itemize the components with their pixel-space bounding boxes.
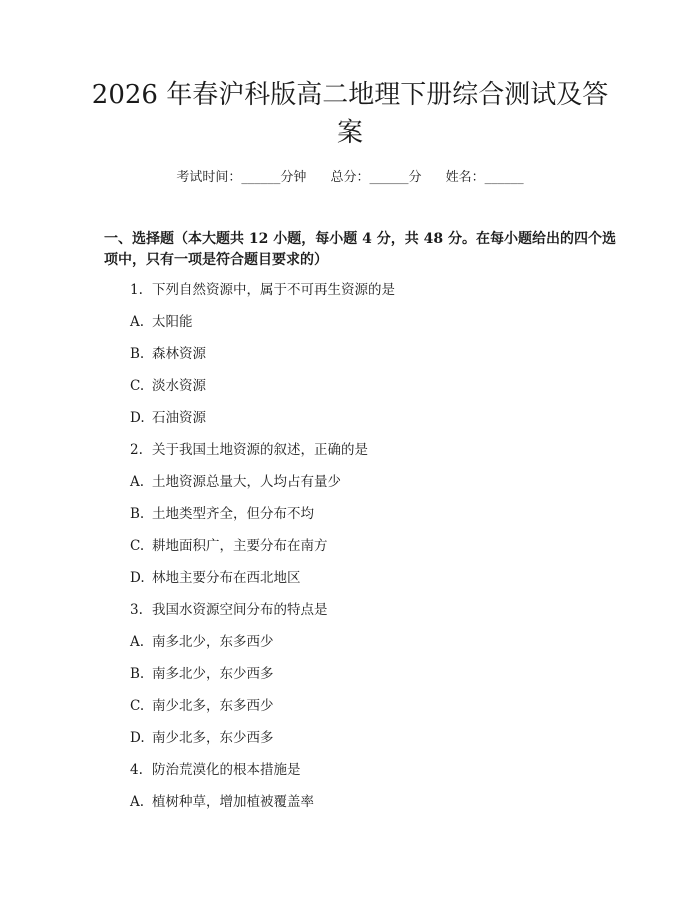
option-text: 南多北少，东多西少	[152, 634, 274, 650]
option-text: 淡水资源	[152, 378, 206, 394]
score-field	[330, 168, 421, 188]
option-letter: B.	[130, 506, 145, 522]
question-text: 我国水资源空间分布的特点是	[152, 602, 328, 618]
option-letter: C.	[130, 698, 145, 714]
option-letter: A.	[130, 474, 145, 490]
option-letter: A.	[130, 794, 145, 810]
option-3a	[130, 632, 610, 664]
question-number: 1.	[130, 282, 143, 298]
question-text: 防治荒漠化的根本措施是	[152, 762, 301, 778]
name-label: 姓名：	[445, 170, 485, 185]
option-1d	[130, 408, 610, 440]
option-1c	[130, 376, 610, 408]
option-text: 石油资源	[152, 410, 206, 426]
page-title: 2026 年春沪科版高二地理下册综合测试及答案	[91, 80, 609, 148]
option-3d	[130, 728, 610, 760]
score-blank: ______	[369, 170, 409, 185]
question-number: 3.	[130, 602, 143, 618]
question-3	[130, 600, 610, 632]
option-text: 南多北少，东少西多	[152, 666, 274, 682]
option-2b	[130, 504, 610, 536]
option-letter: C.	[130, 378, 145, 394]
option-letter: D.	[130, 410, 145, 426]
option-letter: B.	[130, 346, 145, 362]
option-text: 土地资源总量大，人均占有量少	[152, 474, 341, 490]
question-2	[130, 440, 610, 472]
time-field	[176, 168, 306, 188]
option-text: 耕地面积广，主要分布在南方	[152, 538, 328, 554]
option-2a	[130, 472, 610, 504]
question-number: 4.	[130, 762, 143, 778]
option-letter: A.	[130, 314, 145, 330]
section-title: 一、选择题（本大题共 12 小题，每小题 4 分，共 48 分。在每小题给出的四个选项中，只有一项是符合题目要求的）	[104, 231, 616, 268]
option-text: 林地主要分布在西北地区	[152, 570, 301, 586]
question-list	[130, 280, 610, 824]
option-letter: B.	[130, 666, 145, 682]
option-text: 土地类型齐全，但分布不均	[152, 506, 314, 522]
option-3b	[130, 664, 610, 696]
score-label: 总分：	[330, 170, 370, 185]
option-1a	[130, 312, 610, 344]
option-text: 森林资源	[152, 346, 206, 362]
name-blank: ______	[484, 170, 524, 185]
option-letter: D.	[130, 730, 145, 746]
time-label: 考试时间：	[176, 170, 242, 185]
option-text: 太阳能	[152, 314, 193, 330]
score-unit: 分	[408, 170, 422, 185]
option-2d	[130, 568, 610, 600]
option-letter: C.	[130, 538, 145, 554]
question-text: 关于我国土地资源的叙述，正确的是	[152, 442, 368, 458]
option-3c	[130, 696, 610, 728]
option-1b	[130, 344, 610, 376]
exam-meta	[0, 168, 700, 188]
option-4a	[130, 792, 610, 824]
option-text: 南少北多，东多西少	[152, 698, 274, 714]
question-number: 2.	[130, 442, 143, 458]
time-unit: 分钟	[280, 170, 307, 185]
option-text: 植树种草，增加植被覆盖率	[152, 794, 314, 810]
question-text: 下列自然资源中，属于不可再生资源的是	[152, 282, 395, 298]
time-blank: ______	[241, 170, 281, 185]
option-letter: A.	[130, 634, 145, 650]
name-field	[446, 168, 524, 188]
question-4	[130, 760, 610, 792]
option-letter: D.	[130, 570, 145, 586]
option-text: 南少北多，东少西多	[152, 730, 274, 746]
option-2c	[130, 536, 610, 568]
question-1	[130, 280, 610, 312]
